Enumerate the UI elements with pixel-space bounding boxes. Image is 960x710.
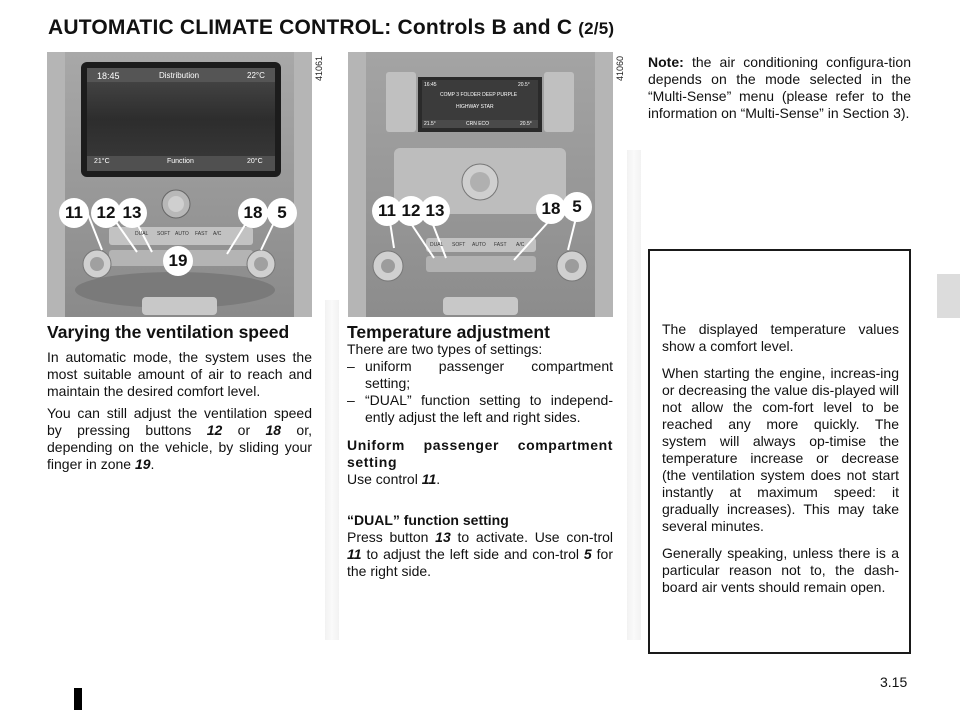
dual-heading: “DUAL” function setting xyxy=(347,512,509,528)
callout-5: 5 xyxy=(269,200,295,226)
settings-item-uniform: – uniform passenger compartment setting; xyxy=(347,358,613,392)
left-screen-function: Function xyxy=(167,158,194,165)
note-text: the air conditioning configura-tion depends on the mode selected in the “Multi-Sense” menu (please refer to the information on “Multi-Sense” in Section 3). xyxy=(648,54,911,121)
section-tab xyxy=(937,274,960,318)
uniform-text-c: . xyxy=(436,471,441,487)
vent-text-e: or, depending on the vehicle, by sliding your finger in zone xyxy=(47,422,312,472)
left-key-auto: AUTO xyxy=(175,231,189,237)
left-key-fast: FAST xyxy=(195,231,208,237)
left-screen-time: 18:45 xyxy=(97,71,120,81)
vent-text-g: . xyxy=(150,456,155,472)
callout-18: 18 xyxy=(240,200,266,226)
right-key-auto: AUTO xyxy=(472,242,486,248)
temperature-body xyxy=(347,341,613,580)
vent-text-c: or xyxy=(222,422,266,438)
uniform-text xyxy=(347,471,613,488)
right-key-soft: SOFT xyxy=(452,242,466,248)
page-title xyxy=(48,16,614,40)
callout-5-b: 5 xyxy=(564,194,590,220)
callout-12-b: 12 xyxy=(398,198,424,224)
dual-text-g: for the right side. xyxy=(347,546,613,579)
left-screen-temp-right: 20°C xyxy=(247,158,263,165)
vent-ref-12: 12 xyxy=(206,422,223,438)
ventilation-para1: In automatic mode, the system uses the most suitable amount of air to reach and maintain the desired comfort level. xyxy=(47,349,312,399)
right-screen-line1: COMP 3 FOLDER DEEP PURPLE xyxy=(440,92,518,98)
left-key-soft: SOFT xyxy=(157,231,171,237)
right-key-fast: FAST xyxy=(494,242,507,248)
dual-text xyxy=(347,529,613,580)
right-key-dual: DUAL xyxy=(430,242,444,248)
dual-ref-13: 13 xyxy=(435,529,451,545)
vent-ref-18: 18 xyxy=(265,422,282,438)
settings-item-dual: – “DUAL” function setting to independ-ently adjust the left and right sides. xyxy=(347,392,613,426)
right-screen-temp: 20.5° xyxy=(518,82,530,88)
dual-text-a: Press button xyxy=(347,529,436,545)
note-paragraph xyxy=(648,54,911,122)
right-screen-eco: CRN ECO xyxy=(466,121,490,127)
margin-marker xyxy=(74,688,82,710)
callout-13-b: 13 xyxy=(422,198,448,224)
callout-12: 12 xyxy=(93,200,119,226)
temperature-intro: There are two types of settings: xyxy=(347,341,543,357)
dual-ref-5: 5 xyxy=(583,546,592,562)
figure-left xyxy=(47,52,312,317)
dual-text-e: to adjust the left side and con-trol xyxy=(361,546,584,562)
figure-right-ref: 41060 xyxy=(615,56,625,82)
callout-11: 11 xyxy=(61,200,87,226)
right-screen-line2: HIGHWAY STAR xyxy=(456,104,494,110)
info-box-content xyxy=(662,321,899,606)
figure-left-ref: 41061 xyxy=(314,56,324,82)
vent-ref-19: 19 xyxy=(134,456,151,472)
right-screen-temp-right: 20.5° xyxy=(520,121,532,127)
info-para1: The displayed temperature values show a comfort level. xyxy=(662,321,899,354)
info-para2: When starting the engine, increas-ing or decreasing the value dis-played will not allow the com-fort level to be reached any more quickly. The system will always op-timise the temperature increase or decrease (the ventilation system does not start instantly at maximum speed: it gradually increases). This may take several minutes. xyxy=(662,365,899,534)
left-screen-temp-left: 21°C xyxy=(94,158,110,165)
note-label: Note: xyxy=(648,54,684,70)
right-screen-temp-left: 21.5° xyxy=(424,121,436,127)
title-text: AUTOMATIC CLIMATE CONTROL: Controls B and C xyxy=(48,16,573,39)
gutter-shade-2 xyxy=(627,150,641,640)
right-key-ac: A/C xyxy=(516,242,525,248)
left-screen-temp-top: 22°C xyxy=(247,71,265,80)
ventilation-heading: Varying the ventilation speed xyxy=(47,322,290,342)
left-key-ac: A/C xyxy=(213,231,222,237)
uniform-text-a: Use control xyxy=(347,471,422,487)
page-number: 3.15 xyxy=(880,674,908,690)
uniform-ref-11: 11 xyxy=(421,471,437,487)
settings-list xyxy=(347,358,613,426)
gutter-shade-1 xyxy=(325,300,339,640)
left-screen-title: Distribution xyxy=(159,71,200,80)
uniform-heading: Uniform passenger compartment setting xyxy=(347,437,613,470)
info-para3: Generally speaking, unless there is a particular reason not to, the dash-board air vents should remain open. xyxy=(662,545,899,595)
dual-ref-11: 11 xyxy=(347,546,362,562)
figure-right xyxy=(348,52,613,317)
left-key-dual: DUAL xyxy=(135,231,149,237)
ventilation-para2 xyxy=(47,405,312,473)
callout-18-b: 18 xyxy=(538,196,564,222)
vent-text-a: You can still adjust the ventilation speed by pressing buttons xyxy=(47,405,312,438)
info-box xyxy=(648,249,911,654)
figure-left-illustration xyxy=(47,52,312,317)
temperature-heading: Temperature adjustment xyxy=(347,322,550,342)
callout-11-b: 11 xyxy=(374,198,400,224)
dual-text-c: to activate. Use con-trol xyxy=(450,529,613,545)
callout-13: 13 xyxy=(119,200,145,226)
right-screen-time: 16:45 xyxy=(424,82,437,88)
title-part: (2/5) xyxy=(578,19,615,38)
callout-19: 19 xyxy=(165,248,191,274)
